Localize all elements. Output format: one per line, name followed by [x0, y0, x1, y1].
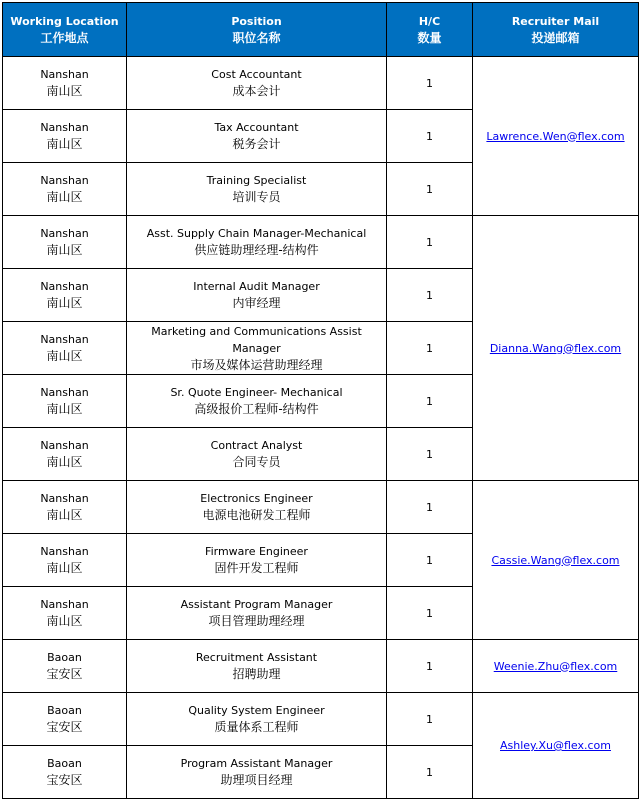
header-hc	[387, 3, 473, 57]
location-en: Nanshan	[40, 598, 89, 611]
header-hc-en: H/C	[418, 14, 441, 28]
hc-cell	[387, 428, 473, 481]
hc-value: 1	[426, 712, 433, 726]
location-cn: 南山区	[46, 561, 83, 575]
header-mail-cn: 投递邮箱	[531, 30, 580, 45]
location-en: Nanshan	[40, 68, 89, 81]
position-en: Sr. Quote Engineer- Mechanical	[170, 386, 343, 399]
hc-value: 1	[426, 394, 433, 408]
position-cell	[127, 269, 387, 322]
position-en: Cost Accountant	[211, 68, 302, 81]
position-cell	[127, 640, 387, 693]
position-cell	[127, 693, 387, 746]
location-cn: 南山区	[46, 296, 83, 310]
location-cn: 宝安区	[46, 720, 83, 734]
location-en: Baoan	[47, 757, 82, 770]
position-cell	[127, 746, 387, 799]
position-cn: 税务会计	[232, 137, 281, 151]
header-row	[3, 3, 639, 57]
location-cn: 南山区	[46, 455, 83, 469]
location-cn: 南山区	[46, 508, 83, 522]
position-cell	[127, 481, 387, 534]
position-en: Internal Audit Manager	[193, 280, 320, 293]
header-position-en: Position	[231, 14, 282, 28]
position-en: Quality System Engineer	[188, 704, 325, 717]
location-cell	[3, 375, 127, 428]
position-en: Recruitment Assistant	[195, 651, 318, 664]
position-cn: 电源电池研发工程师	[202, 508, 311, 522]
location-en: Nanshan	[40, 174, 89, 187]
hc-value: 1	[426, 288, 433, 302]
location-cn: 南山区	[46, 84, 83, 98]
hc-cell	[387, 693, 473, 746]
hc-value: 1	[426, 606, 433, 620]
position-cn: 合同专员	[232, 455, 281, 469]
position-cell	[127, 216, 387, 269]
location-cell	[3, 481, 127, 534]
recruiter-mail-cell	[473, 693, 639, 799]
table-row	[3, 481, 639, 534]
recruiter-email-link[interactable]: Lawrence.Wen@flex.com	[486, 129, 625, 143]
position-cell	[127, 322, 387, 375]
recruiter-email-link[interactable]: Ashley.Xu@flex.com	[500, 739, 611, 752]
position-cell	[127, 534, 387, 587]
location-cn: 南山区	[46, 190, 83, 204]
location-en: Nanshan	[40, 492, 89, 505]
hc-value: 1	[426, 553, 433, 567]
hc-cell	[387, 534, 473, 587]
position-cn: 市场及媒体运营助理经理	[190, 357, 323, 372]
location-cn: 宝安区	[46, 773, 83, 787]
table-row	[3, 693, 639, 746]
position-en: Asst. Supply Chain Manager-Mechanical	[146, 227, 367, 240]
hc-cell	[387, 57, 473, 110]
hc-value: 1	[426, 500, 433, 514]
hc-cell	[387, 587, 473, 640]
position-en: Program Assistant Manager	[180, 757, 333, 770]
position-en: Firmware Engineer	[205, 545, 308, 558]
recruiter-mail-cell	[473, 481, 639, 640]
location-en: Nanshan	[40, 333, 89, 346]
location-cell	[3, 269, 127, 322]
position-cn: 内审经理	[232, 296, 281, 310]
position-cell	[127, 163, 387, 216]
recruiter-email-link[interactable]: Weenie.Zhu@flex.com	[493, 659, 618, 673]
position-cn: 招聘助理	[232, 667, 281, 681]
location-cell	[3, 693, 127, 746]
hc-cell	[387, 746, 473, 799]
location-cell	[3, 216, 127, 269]
location-en: Nanshan	[40, 439, 89, 452]
recruiter-email-link[interactable]: Dianna.Wang@flex.com	[489, 341, 622, 355]
position-en: Training Specialist	[206, 174, 307, 187]
location-cn: 南山区	[46, 137, 83, 151]
hc-cell	[387, 640, 473, 693]
hc-cell	[387, 163, 473, 216]
position-cell	[127, 587, 387, 640]
position-cell	[127, 57, 387, 110]
location-en: Nanshan	[40, 545, 89, 558]
location-en: Nanshan	[40, 227, 89, 240]
position-en: Assistant Program Manager	[180, 598, 333, 611]
location-cell	[3, 640, 127, 693]
position-cn: 固件开发工程师	[214, 561, 299, 575]
position-en: Electronics Engineer	[200, 492, 313, 505]
position-cn: 助理项目经理	[220, 773, 293, 787]
position-cn: 高级报价工程师-结构件	[194, 402, 319, 416]
location-en: Nanshan	[40, 121, 89, 134]
hc-value: 1	[426, 659, 433, 673]
hc-value: 1	[426, 447, 433, 461]
location-en: Baoan	[47, 651, 82, 664]
location-cn: 南山区	[46, 402, 83, 416]
position-cell	[127, 110, 387, 163]
hc-cell	[387, 216, 473, 269]
location-cn: 南山区	[46, 349, 83, 363]
hc-cell	[387, 110, 473, 163]
hc-value: 1	[426, 235, 433, 249]
location-en: Baoan	[47, 704, 82, 717]
location-cell	[3, 110, 127, 163]
recruiter-email-link[interactable]: Cassie.Wang@flex.com	[491, 553, 620, 567]
header-position	[127, 3, 387, 57]
location-cell	[3, 163, 127, 216]
position-cn: 培训专员	[232, 190, 281, 204]
position-en: Tax Accountant	[214, 121, 299, 134]
recruiter-mail-cell	[473, 57, 639, 216]
position-cn: 质量体系工程师	[214, 720, 299, 734]
position-en: Contract Analyst	[210, 439, 303, 452]
header-mail	[473, 3, 639, 57]
position-cn: 项目管理助理经理	[208, 614, 305, 628]
hc-cell	[387, 269, 473, 322]
header-location	[3, 3, 127, 57]
location-en: Nanshan	[40, 280, 89, 293]
hc-cell	[387, 481, 473, 534]
hc-value: 1	[426, 129, 433, 143]
position-cell	[127, 375, 387, 428]
position-cn: 成本会计	[232, 84, 281, 98]
hc-value: 1	[426, 765, 433, 779]
location-cell	[3, 428, 127, 481]
job-table	[2, 2, 639, 799]
recruiter-mail-cell	[473, 216, 639, 481]
hc-value: 1	[426, 76, 433, 90]
header-position-cn: 职位名称	[232, 30, 281, 45]
location-cell	[3, 746, 127, 799]
location-cn: 南山区	[46, 614, 83, 628]
header-location-cn: 工作地点	[40, 30, 89, 45]
location-cell	[3, 322, 127, 375]
location-cn: 南山区	[46, 243, 83, 257]
position-en: Marketing and Communications Assist Manager	[151, 324, 362, 355]
location-cell	[3, 57, 127, 110]
header-hc-cn: 数量	[417, 30, 442, 45]
table-row	[3, 640, 639, 693]
table-row	[3, 216, 639, 269]
table-header	[3, 3, 639, 57]
table-body	[3, 57, 639, 799]
position-cell	[127, 428, 387, 481]
hc-cell	[387, 322, 473, 375]
table-row	[3, 57, 639, 110]
location-cell	[3, 534, 127, 587]
header-location-en: Working Location	[10, 14, 119, 28]
location-cell	[3, 587, 127, 640]
position-cn: 供应链助理经理-结构件	[194, 243, 319, 257]
location-cn: 宝安区	[46, 667, 83, 681]
hc-value: 1	[426, 182, 433, 196]
recruiter-mail-cell	[473, 640, 639, 693]
hc-cell	[387, 375, 473, 428]
location-en: Nanshan	[40, 386, 89, 399]
hc-value: 1	[426, 341, 433, 355]
header-mail-en: Recruiter Mail	[511, 14, 600, 28]
